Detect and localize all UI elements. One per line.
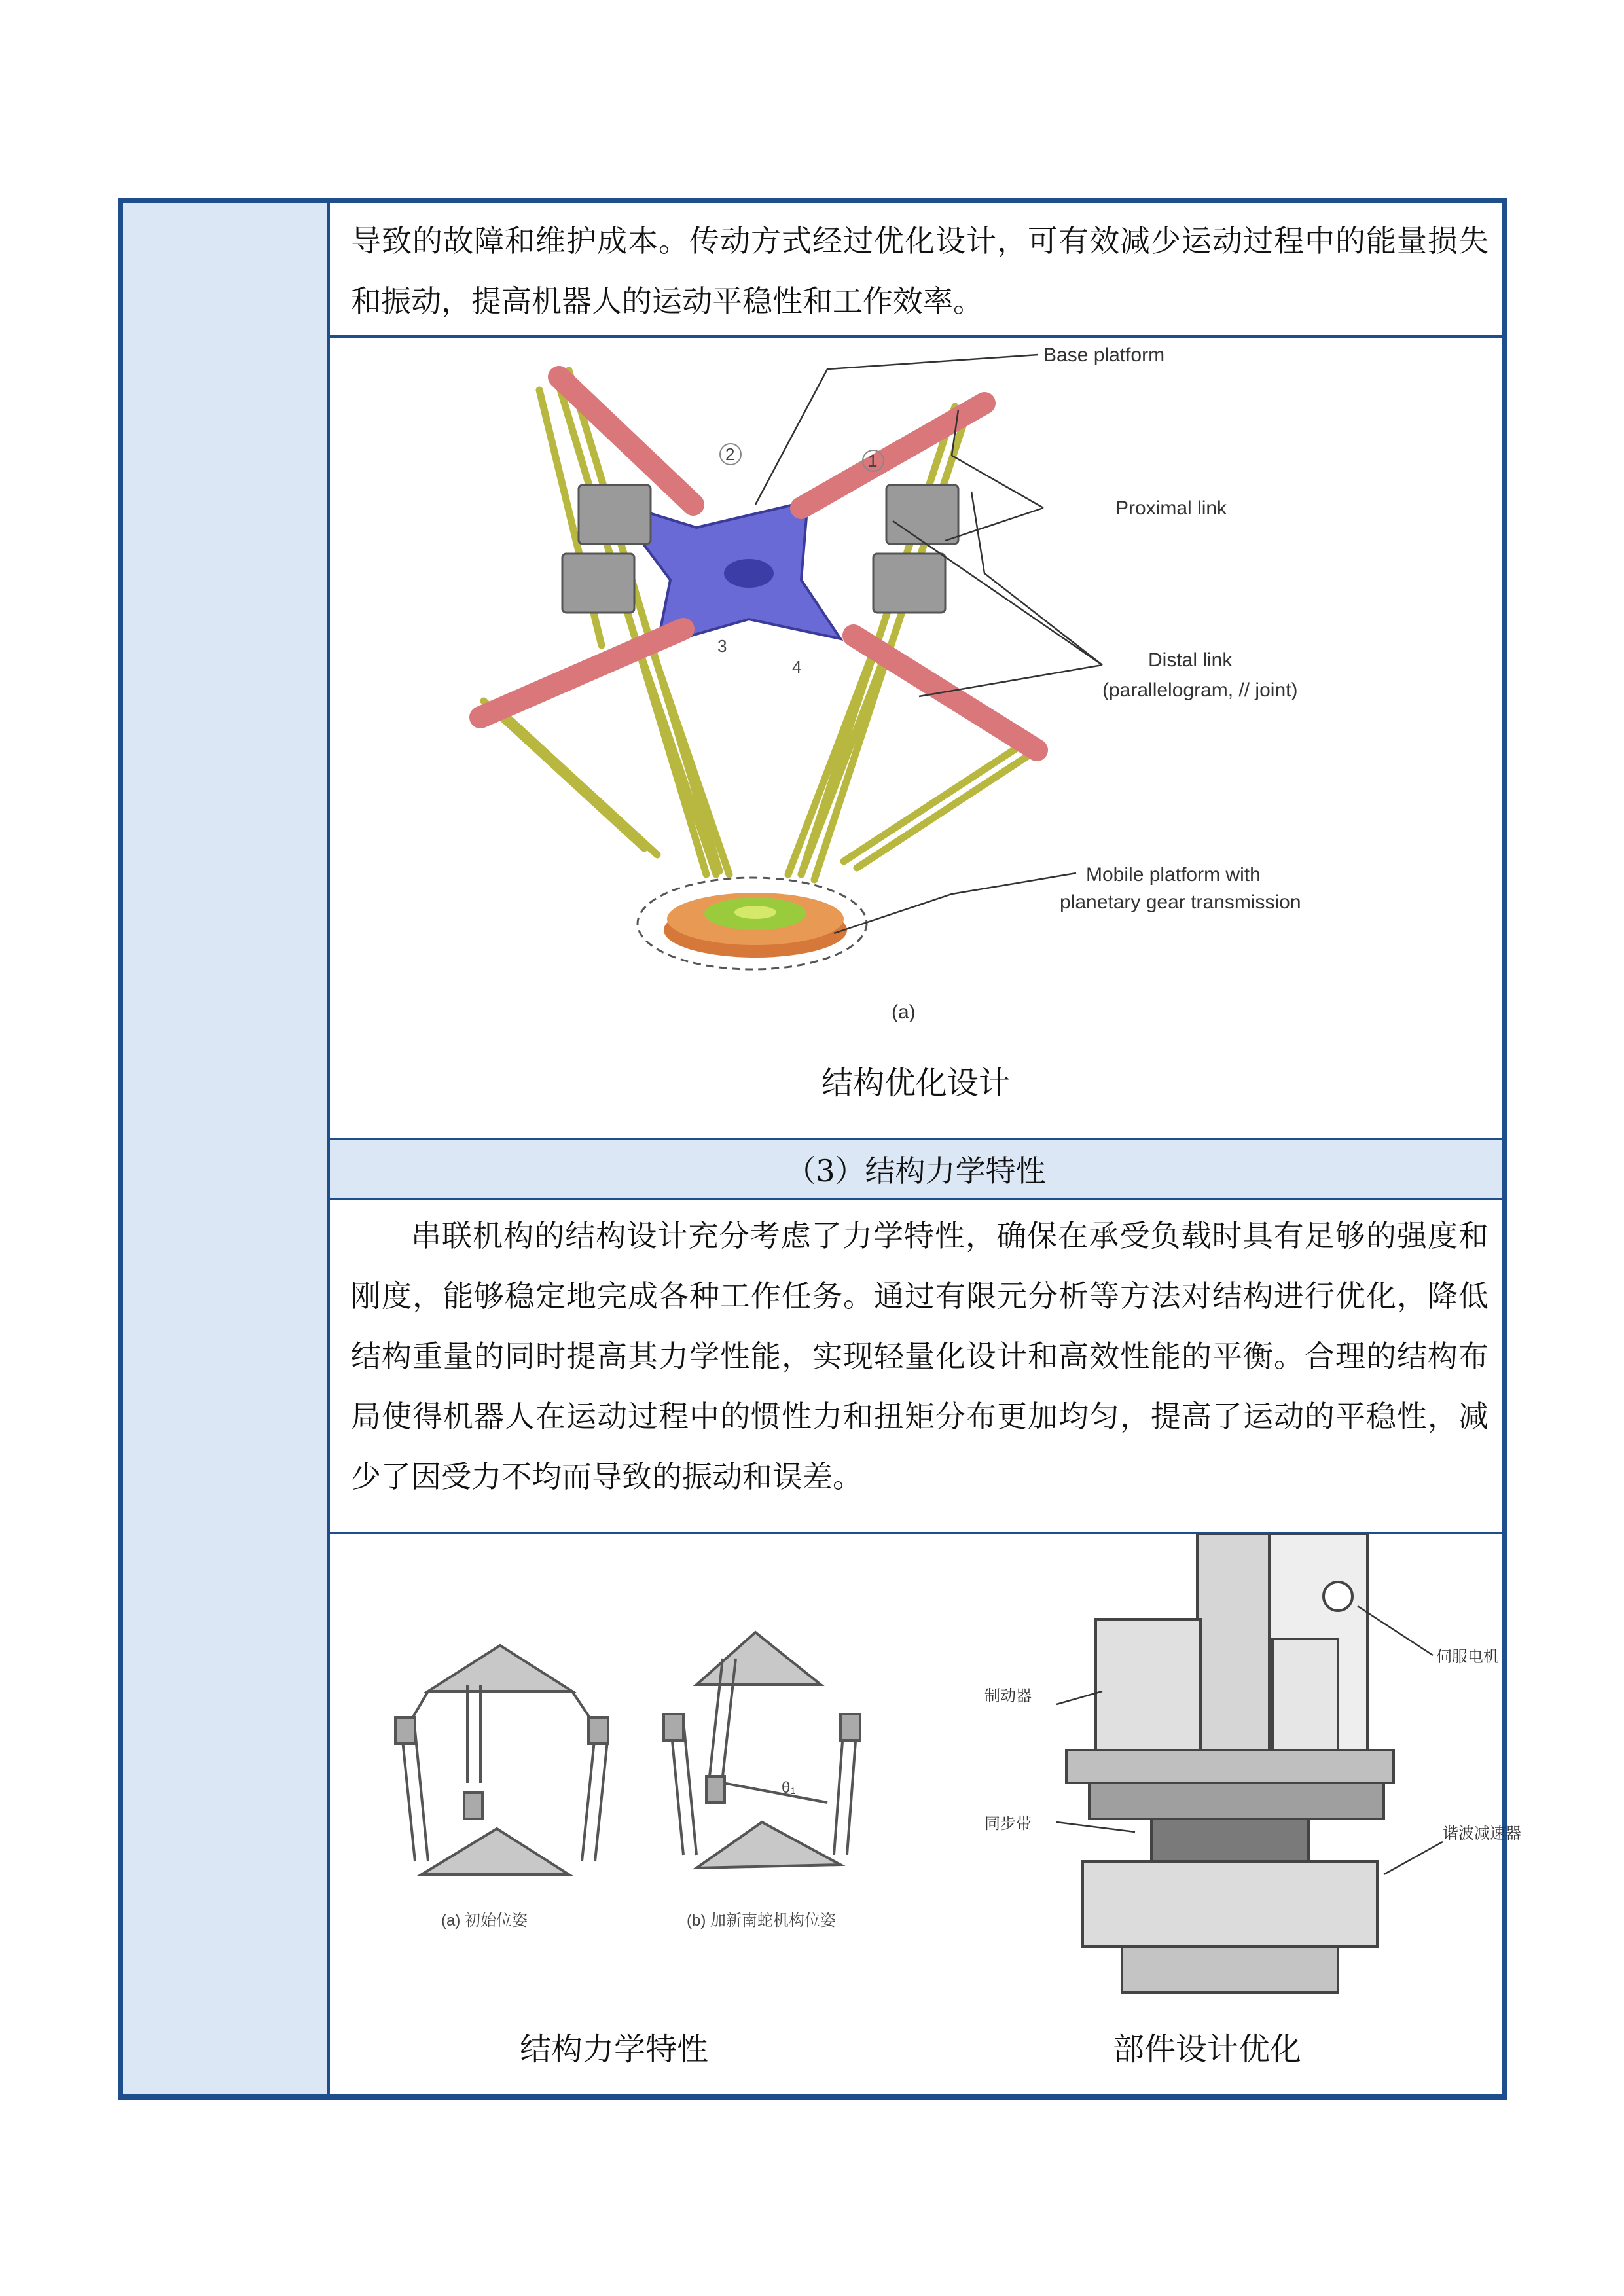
section-header: （3）结构力学特性 xyxy=(330,1140,1502,1198)
left-column xyxy=(123,203,330,2094)
continuation-cell xyxy=(330,203,1502,335)
figure1-cell xyxy=(330,338,1502,1138)
label-mobile-platform-sub: planetary gear transmission xyxy=(1060,891,1301,913)
mechanics-figure xyxy=(330,1534,1521,2097)
marker-4: 4 xyxy=(792,657,802,677)
figure1-caption: 结构优化设计 xyxy=(821,1065,1010,1102)
figure1-subcaption: (a) xyxy=(892,1001,916,1023)
label-base-platform: Base platform xyxy=(1043,344,1165,366)
figure2-sub-a: (a) 初始位姿 xyxy=(441,1912,528,1929)
label-distal-link-sub: (parallelogram, // joint) xyxy=(1102,679,1298,701)
label-reducer: 谐波减速器 xyxy=(1443,1825,1521,1842)
figure2-caption-right: 部件设计优化 xyxy=(1113,2031,1302,2068)
marker-1: 1 xyxy=(868,451,878,471)
mechanism-a xyxy=(395,1645,608,1874)
table-frame xyxy=(118,198,1521,2100)
label-servo-motor: 伺服电机 xyxy=(1436,1648,1499,1666)
body-cell xyxy=(330,1200,1502,1532)
delta-robot-figure xyxy=(330,338,1506,1138)
theta-label: θ₁ xyxy=(782,1779,796,1797)
mechanism-b xyxy=(664,1632,860,1868)
label-sync-belt: 同步带 xyxy=(984,1815,1032,1833)
label-mobile-platform: Mobile platform with xyxy=(1086,864,1261,886)
figure2-sub-b: (b) 加新南蛇机构位姿 xyxy=(687,1912,836,1929)
component-assembly xyxy=(1066,1534,1394,1992)
figure2-cell xyxy=(330,1534,1521,2094)
label-distal-link: Distal link xyxy=(1148,649,1233,671)
mobile-platform-shape xyxy=(664,893,847,958)
distal-links xyxy=(484,370,1037,880)
label-brake: 制动器 xyxy=(984,1687,1032,1705)
label-proximal-link: Proximal link xyxy=(1115,497,1227,519)
marker-3: 3 xyxy=(717,636,727,656)
body-paragraph: 串联机构的结构设计充分考虑了力学特性，确保在承受负载时具有足够的强度和刚度，能够稳定地完成各种工作任务。通过有限元分析等方法对结构进行优化，降低结构重量的同时提高其力学性能，实现轻量化设计和高效性能的平衡。合理的结构布局使得机器人在运动过程中的惯性力和扭矩分布更加均匀，提高了运动的平稳性，减少了因受力不均而导致的振动和误差。 xyxy=(351,1218,1489,1494)
figure2-caption-left: 结构力学特性 xyxy=(520,2031,709,2068)
continuation-text: 导致的故障和维护成本。传动方式经过优化设计，可有效减少运动过程中的能量损失和振动，提高机器人的运动平稳性和工作效率。 xyxy=(351,223,1489,319)
marker-2: 2 xyxy=(725,444,735,464)
